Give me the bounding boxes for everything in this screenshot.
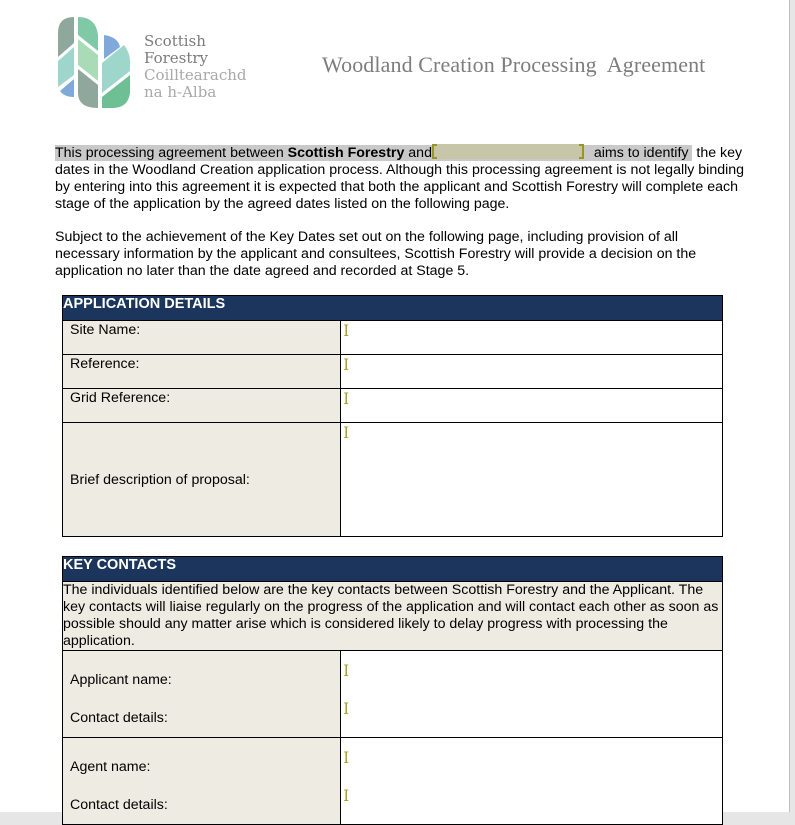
intro-paragraph-1 bbox=[55, 144, 745, 213]
application-details-heading: APPLICATION DETAILS bbox=[63, 296, 723, 321]
table-row bbox=[63, 738, 723, 825]
applicant-name-field[interactable] bbox=[341, 661, 722, 699]
form-field-marker-icon[interactable]: I bbox=[343, 321, 350, 340]
site-name-label: Site Name: bbox=[63, 321, 341, 355]
intro-text-aims: aims to identify bbox=[585, 145, 689, 161]
form-field-marker-icon[interactable]: I bbox=[343, 423, 350, 442]
applicant-name-label: Applicant name: bbox=[70, 672, 172, 688]
application-details-table bbox=[62, 295, 723, 537]
agent-contact-details-label: Contact details: bbox=[70, 797, 168, 813]
key-contacts-description-row bbox=[63, 582, 723, 651]
applicant-contact-details-field[interactable] bbox=[341, 699, 722, 727]
logo-wordmark bbox=[144, 33, 247, 101]
key-contacts-description: The individuals identified below are the key contacts between Scottish Forestry and the Applicant. The key contacts will liaise regularly on the progress of the application and will contact each other as soon as possible should any matter arise which is considered likely to delay progress with processing the application. bbox=[63, 582, 723, 651]
logo-name-gaelic-line2: na h-Alba bbox=[144, 83, 217, 101]
grid-reference-label: Grid Reference: bbox=[63, 389, 341, 423]
applicant-name-field[interactable] bbox=[433, 144, 583, 159]
form-field-marker-icon[interactable]: I bbox=[343, 699, 350, 718]
proposal-description-label: Brief description of proposal: bbox=[63, 423, 341, 537]
agent-contact-details-field[interactable] bbox=[341, 786, 722, 814]
key-contacts-heading: KEY CONTACTS bbox=[63, 557, 723, 582]
applicant-fields bbox=[341, 651, 723, 738]
table-row bbox=[63, 355, 723, 389]
form-field-marker-icon[interactable]: I bbox=[343, 355, 350, 374]
intro-text-and: and bbox=[404, 145, 432, 161]
table-row bbox=[63, 423, 723, 537]
applicant-contact-details-label: Contact details: bbox=[70, 710, 168, 726]
scottish-forestry-logo-icon bbox=[54, 15, 134, 110]
highlighted-sentence-start bbox=[55, 145, 692, 161]
intro-text: This processing agreement between bbox=[55, 145, 288, 161]
logo-name-gaelic-line1: Coilltearachd bbox=[144, 66, 247, 84]
logo-name-english-line1: Scottish bbox=[144, 32, 206, 50]
grid-reference-field[interactable] bbox=[341, 389, 723, 423]
table-row bbox=[63, 321, 723, 355]
agent-name-label: Agent name: bbox=[70, 759, 151, 775]
intro-paragraph-2: Subject to the achievement of the Key Dates set out on the following page, including provision of all necessary information by the applicant and consultees, Scottish Forestry will provide a decision on the application no later than the date agreed and recorded at Stage 5. bbox=[55, 229, 697, 279]
table-row bbox=[63, 651, 723, 738]
form-field-marker-icon[interactable]: I bbox=[343, 389, 350, 408]
document-title: Woodland Creation Processing Agreement bbox=[322, 52, 706, 77]
applicant-labels bbox=[63, 651, 341, 738]
site-name-field[interactable] bbox=[341, 321, 723, 355]
form-field-marker-icon[interactable]: I bbox=[343, 786, 350, 805]
agent-name-field[interactable] bbox=[341, 748, 722, 786]
table-row bbox=[63, 389, 723, 423]
intro-text-rest: the key dates in the Woodland Creation application process. Although this processing agreement is not legally binding by entering into this agreement it is expected that both the applicant and Scottish Forestry will complete each stage of the application by the agreed dates listed on the following page. bbox=[55, 145, 745, 212]
agent-labels bbox=[63, 738, 341, 825]
logo-name-english-line2: Forestry bbox=[144, 49, 209, 67]
proposal-description-field[interactable] bbox=[341, 423, 723, 537]
agent-fields bbox=[341, 738, 723, 825]
key-contacts-table bbox=[62, 556, 723, 825]
reference-label: Reference: bbox=[63, 355, 341, 389]
org-name-bold: Scottish Forestry bbox=[287, 145, 405, 161]
form-field-marker-icon[interactable]: I bbox=[343, 661, 350, 680]
reference-field[interactable] bbox=[341, 355, 723, 389]
form-field-marker-icon[interactable]: I bbox=[343, 748, 350, 767]
